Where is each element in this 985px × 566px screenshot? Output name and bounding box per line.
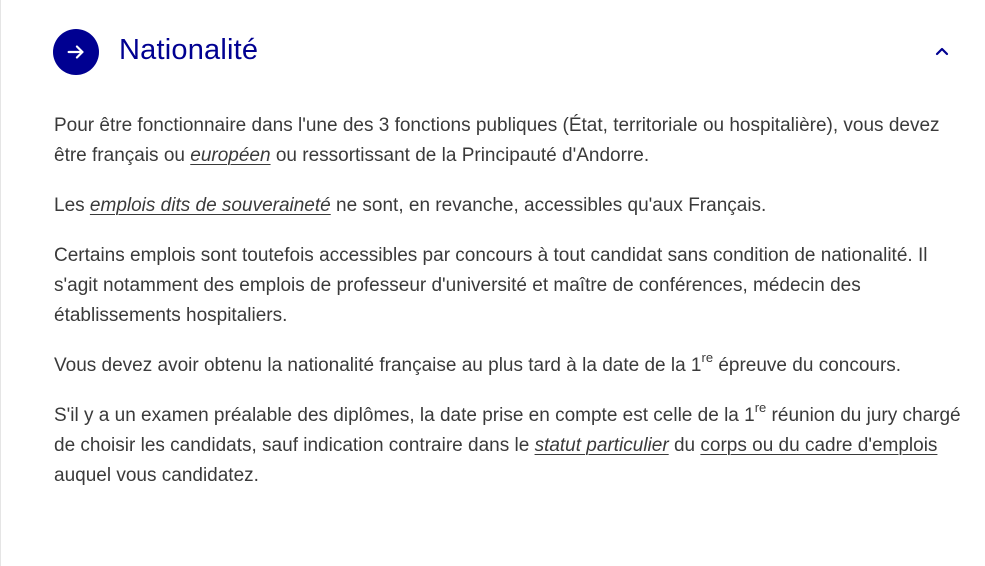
paragraph-diploma-exam <box>54 401 974 491</box>
link-statut-particulier[interactable]: statut particulier <box>534 435 669 456</box>
paragraph-exceptions <box>54 241 974 331</box>
chevron-up-icon[interactable] <box>934 43 950 59</box>
paragraph-text: réunion du jury chargé de choisir les candidats, sauf indication contraire dans le <box>54 405 961 456</box>
paragraph-text: épreuve du concours. <box>713 355 902 376</box>
paragraph-text: Pour être fonctionnaire dans l'une des 3 fonctions publiques (État, territoriale ou hospitalière), vous devez être français ou <box>54 115 940 166</box>
paragraph-sovereignty <box>54 191 974 221</box>
paragraph-nationality-deadline <box>54 351 974 381</box>
paragraph-text: ou ressortissant de la Principauté d'Andorre. <box>270 145 650 166</box>
paragraph-text: S'il y a un examen préalable des diplômes, la date prise en compte est celle de la 1 <box>54 405 755 426</box>
accordion-title: Nationalité <box>119 33 259 66</box>
paragraph-text: du <box>668 435 701 456</box>
paragraph-text: ne sont, en revanche, accessibles qu'aux Français. <box>330 195 767 216</box>
paragraph-text: Les <box>54 195 90 216</box>
accordion-header[interactable] <box>53 28 958 76</box>
accordion-content <box>54 111 974 511</box>
paragraph-text: Certains emplois sont toutefois accessibles par concours à tout candidat sans condition de nationalité. Il s'agit notamment des emplois de professeur d'université et maître de conférences, médecin des établissements hospitaliers. <box>54 245 928 326</box>
arrow-right-icon <box>53 29 99 75</box>
superscript: re <box>754 399 767 415</box>
paragraph-eu-citizens <box>54 111 974 171</box>
link-corps-cadre-emplois[interactable]: corps ou du cadre d'emplois <box>700 435 938 456</box>
superscript: re <box>701 349 714 365</box>
paragraph-text: Vous devez avoir obtenu la nationalité française au plus tard à la date de la 1 <box>54 355 702 376</box>
link-emplois-souverainete[interactable]: emplois dits de souveraineté <box>89 195 331 216</box>
paragraph-text: auquel vous candidatez. <box>54 465 259 486</box>
link-europeen[interactable]: européen <box>190 145 271 166</box>
